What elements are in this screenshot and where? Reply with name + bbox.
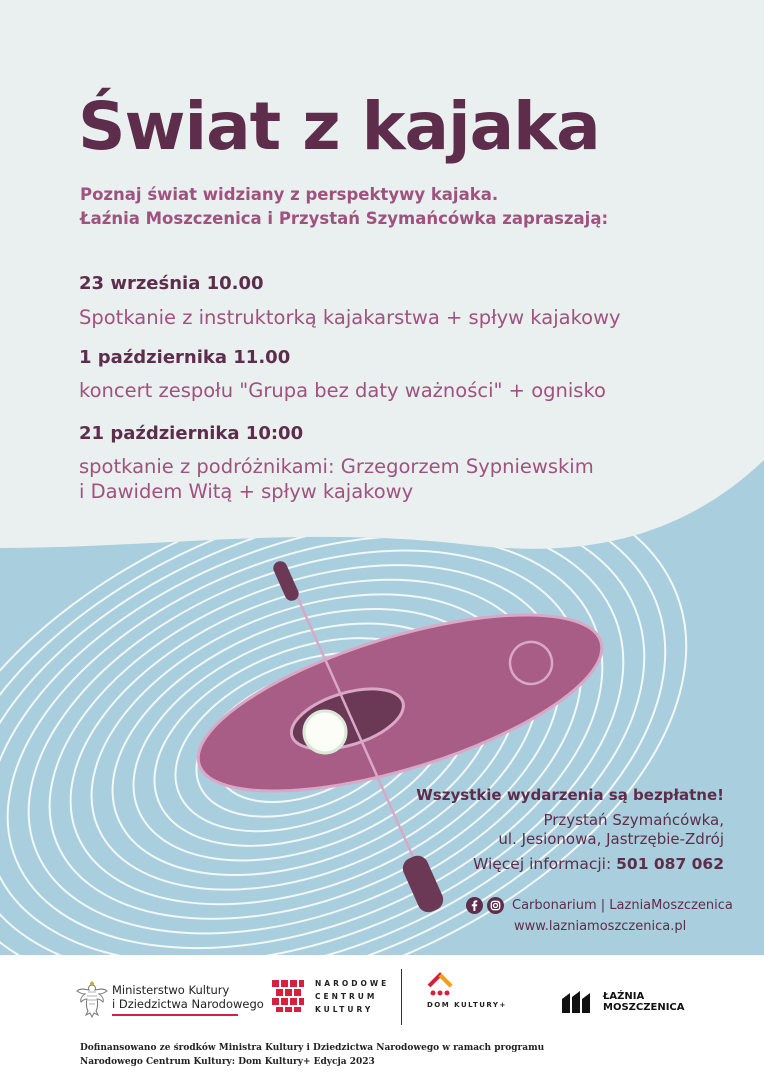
phone-number[interactable]: 501 087 062	[616, 855, 724, 873]
event-1-description: Spotkanie z instruktorką kajakarstwa + spływ kajakowy	[79, 306, 621, 329]
nck-name-line-2: CENTRUM	[315, 992, 378, 1001]
more-info	[473, 855, 724, 873]
laznia-name-line-1: ŁAŹNIA	[603, 991, 645, 1002]
social-links	[466, 897, 733, 914]
ministry-name-line-2: i Dziedzictwa Narodowego	[112, 997, 264, 1011]
laznia-logo	[562, 991, 685, 1017]
event-3-description-line-2: i Dawidem Witą + spływ kajakowy	[79, 480, 414, 503]
footer-divider	[401, 969, 402, 1025]
laznia-name-line-2: MOSZCZENICA	[603, 1002, 685, 1013]
dom-kultury-logo	[425, 971, 507, 1009]
ministry-logo	[74, 981, 264, 1023]
funding-line-1: Dofinansowano ze środków Ministra Kultury i Dziedzictwa Narodowego w ramach programu	[80, 1043, 545, 1053]
event-3-description-line-1: spotkanie z podróżnikami: Grzegorzem Sypniewskim	[79, 455, 594, 478]
intro-line-1: Poznaj świat widziany z perspektywy kajaka.	[80, 185, 499, 204]
ministry-name-line-1: Ministerstwo Kultury	[112, 983, 230, 997]
paddler-head	[304, 711, 346, 753]
nck-name-line-1: NARODOWE	[315, 979, 390, 988]
website-link[interactable]: www.lazniamoszczenica.pl	[514, 919, 687, 934]
ministry-red-underline	[112, 1014, 238, 1016]
funding-line-2: Narodowego Centrum Kultury: Dom Kultury+ Edycja 2023	[80, 1057, 375, 1067]
page-title: Świat z kajaka	[78, 88, 600, 165]
address-line-1: Przystań Szymańcówka,	[543, 811, 724, 829]
intro-line-2: Łaźnia Moszczenica i Przystań Szymańcówka zapraszają:	[80, 209, 609, 228]
nck-logo	[269, 977, 390, 1019]
event-3-date: 21 października 10:00	[79, 423, 304, 444]
event-2-date: 1 października 11.00	[79, 347, 291, 368]
facebook-icon[interactable]	[466, 897, 483, 914]
event-1-date: 23 września 10.00	[79, 273, 264, 294]
house-icon	[425, 971, 459, 999]
free-events-note: Wszystkie wydarzenia są bezpłatne!	[416, 786, 724, 804]
more-info-label: Więcej informacji:	[472, 855, 612, 873]
eagle-emblem-icon	[74, 981, 110, 1019]
address-line-2: ul. Jesionowa, Jastrzębie-Zdrój	[498, 830, 724, 848]
event-2-description: koncert zespołu "Grupa bez daty ważności" + ognisko	[79, 379, 606, 402]
instagram-icon[interactable]	[487, 897, 504, 914]
laznia-mark-icon	[562, 991, 600, 1013]
dom-kultury-label: DOM KULTURY+	[427, 1001, 507, 1009]
social-handles[interactable]: Carbonarium | LazniaMoszczenica	[512, 898, 733, 913]
nck-name-line-3: KULTURY	[315, 1005, 374, 1014]
nck-emblem-icon	[269, 977, 307, 1015]
funding-note	[80, 1041, 544, 1069]
